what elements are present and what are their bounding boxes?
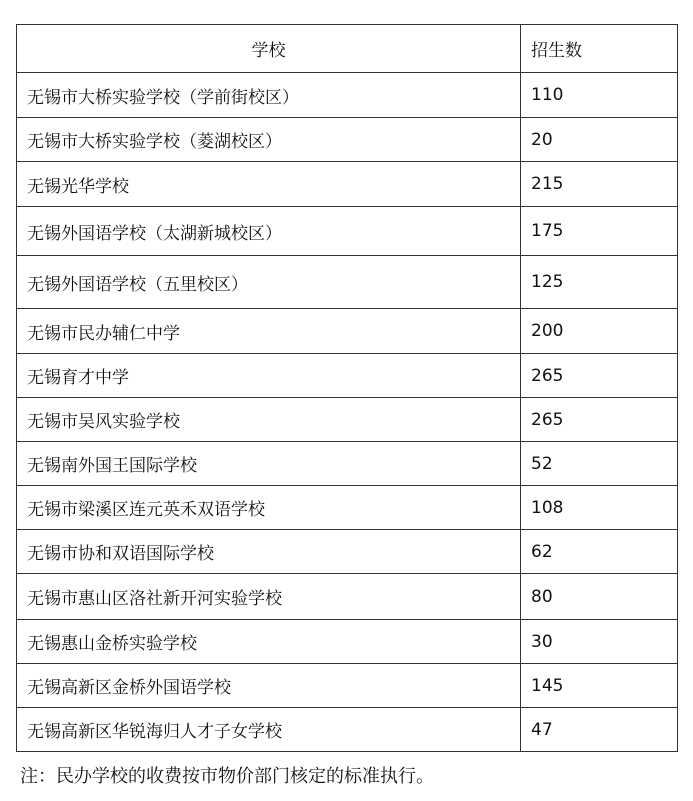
table-row	[17, 708, 678, 752]
enrollment-count-cell: 52	[521, 442, 678, 486]
enrollment-count-cell: 175	[521, 207, 678, 256]
enrollment-count-cell: 125	[521, 256, 678, 309]
school-name-cell: 无锡惠山金桥实验学校	[17, 620, 521, 664]
enrollment-count-cell: 200	[521, 309, 678, 354]
table-row	[17, 486, 678, 530]
school-name-cell: 无锡外国语学校（五里校区）	[17, 256, 521, 309]
school-name-cell: 无锡市惠山区洛社新开河实验学校	[17, 574, 521, 620]
header-enrollment-count: 招生数	[521, 25, 678, 73]
school-name-cell: 无锡市协和双语国际学校	[17, 530, 521, 574]
table-row	[17, 354, 678, 398]
enrollment-count-cell: 20	[521, 118, 678, 162]
school-name-cell: 无锡市大桥实验学校（学前街校区）	[17, 73, 521, 118]
enrollment-count-cell: 145	[521, 664, 678, 708]
table-row	[17, 664, 678, 708]
table-row	[17, 442, 678, 486]
enrollment-count-cell: 265	[521, 354, 678, 398]
table-row	[17, 530, 678, 574]
enrollment-count-cell: 110	[521, 73, 678, 118]
enrollment-count-cell: 80	[521, 574, 678, 620]
enrollment-table-container	[16, 24, 677, 752]
enrollment-count-cell: 30	[521, 620, 678, 664]
table-row	[17, 620, 678, 664]
table-row	[17, 256, 678, 309]
school-name-cell: 无锡育才中学	[17, 354, 521, 398]
table-row	[17, 162, 678, 207]
school-name-cell: 无锡市大桥实验学校（菱湖校区）	[17, 118, 521, 162]
table-row	[17, 118, 678, 162]
table-row	[17, 207, 678, 256]
school-name-cell: 无锡市梁溪区连元英禾双语学校	[17, 486, 521, 530]
enrollment-count-cell: 108	[521, 486, 678, 530]
table-row	[17, 574, 678, 620]
header-school: 学校	[17, 25, 521, 73]
enrollment-count-cell: 47	[521, 708, 678, 752]
enrollment-count-cell: 62	[521, 530, 678, 574]
table-row	[17, 398, 678, 442]
school-name-cell: 无锡外国语学校（太湖新城校区）	[17, 207, 521, 256]
table-body	[17, 73, 678, 752]
school-name-cell: 无锡高新区华锐海归人才子女学校	[17, 708, 521, 752]
table-row	[17, 73, 678, 118]
table-row	[17, 309, 678, 354]
table-header-row	[17, 25, 678, 73]
school-name-cell: 无锡南外国王国际学校	[17, 442, 521, 486]
footnote: 注：民办学校的收费按市物价部门核定的标准执行。	[20, 766, 434, 787]
school-name-cell: 无锡高新区金桥外国语学校	[17, 664, 521, 708]
enrollment-table	[16, 24, 678, 752]
school-name-cell: 无锡光华学校	[17, 162, 521, 207]
school-name-cell: 无锡市民办辅仁中学	[17, 309, 521, 354]
enrollment-count-cell: 215	[521, 162, 678, 207]
enrollment-count-cell: 265	[521, 398, 678, 442]
school-name-cell: 无锡市吴风实验学校	[17, 398, 521, 442]
